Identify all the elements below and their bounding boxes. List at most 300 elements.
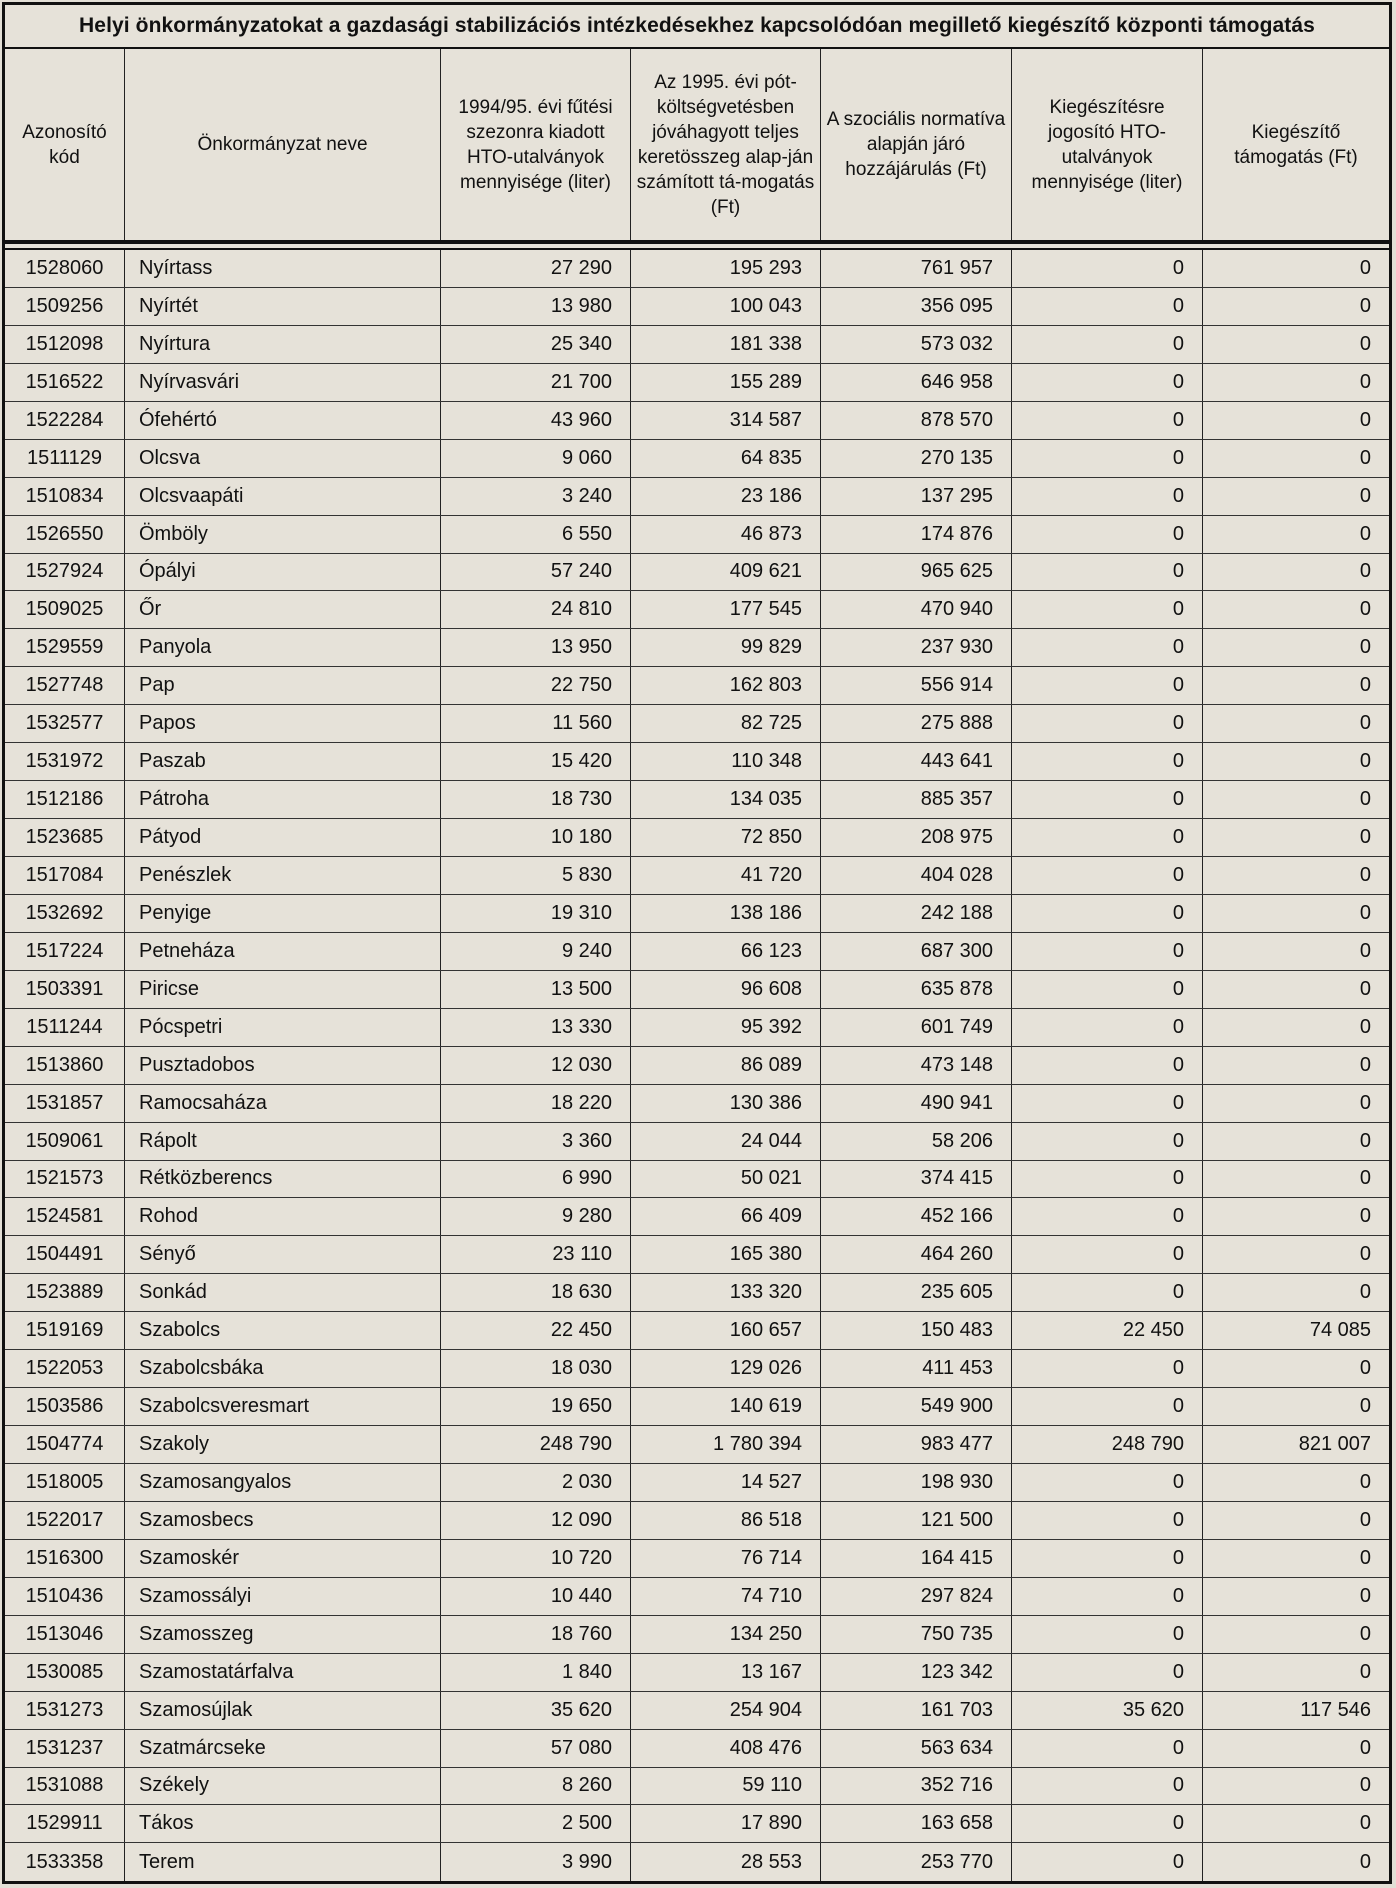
- cell-social-contribution: 58 206: [821, 1123, 1012, 1160]
- cell-name: Tákos: [125, 1805, 441, 1842]
- cell-eligible-hto: 0: [1012, 1161, 1203, 1198]
- cell-supplementary-support: 0: [1359, 1015, 1371, 1038]
- cell-budget-support: 59 110: [631, 1768, 821, 1805]
- cell-supplementary-support: 0: [1359, 1508, 1371, 1531]
- cell-code: 1532692: [5, 895, 125, 932]
- table-row: [5, 1236, 1389, 1274]
- cell-code: 1509025: [5, 591, 125, 628]
- cell-name: Petneháza: [125, 933, 441, 970]
- cell-social-contribution: 163 658: [821, 1805, 1012, 1842]
- table-row: [5, 781, 1389, 819]
- cell-eligible-hto: 35 620: [1012, 1692, 1203, 1729]
- cell-social-contribution: 443 641: [821, 743, 1012, 780]
- cell-name: Szamostatárfalva: [125, 1654, 441, 1691]
- column-header-hto-quantity: 1994/95. évi fűtési szezonra kiadott HTO-utalványok mennyisége (liter): [441, 49, 631, 240]
- cell-budget-support: 66 409: [631, 1198, 821, 1235]
- cell-eligible-hto: 0: [1012, 1654, 1203, 1691]
- cell-name: Sonkád: [125, 1274, 441, 1311]
- cell-social-contribution: 150 483: [821, 1312, 1012, 1349]
- cell-code: 1510436: [5, 1578, 125, 1615]
- cell-eligible-hto: 0: [1012, 1768, 1203, 1805]
- cell-hto-quantity: 13 980: [441, 288, 631, 325]
- cell-eligible-hto: 0: [1012, 1047, 1203, 1084]
- cell-hto-quantity: 9 240: [441, 933, 631, 970]
- cell-name: Nyírtura: [125, 326, 441, 363]
- cell-code: 1521573: [5, 1161, 125, 1198]
- cell-hto-quantity: 3 360: [441, 1123, 631, 1160]
- cell-code: 1523889: [5, 1274, 125, 1311]
- cell-eligible-hto: 0: [1012, 1540, 1203, 1577]
- cell-name: Szamosangyalos: [125, 1464, 441, 1501]
- cell-code: 1516522: [5, 364, 125, 401]
- cell-hto-quantity: 8 260: [441, 1768, 631, 1805]
- cell-social-contribution: 563 634: [821, 1730, 1012, 1767]
- cell-name: Rétközberencs: [125, 1161, 441, 1198]
- cell-name: Pusztadobos: [125, 1047, 441, 1084]
- cell-budget-support: 50 021: [631, 1161, 821, 1198]
- table-row: [5, 1502, 1389, 1540]
- cell-budget-support: 86 089: [631, 1047, 821, 1084]
- cell-eligible-hto: 0: [1012, 629, 1203, 666]
- cell-social-contribution: 123 342: [821, 1654, 1012, 1691]
- cell-supplementary-support: 0: [1359, 1053, 1371, 1076]
- table-row: [5, 1274, 1389, 1312]
- cell-eligible-hto: 0: [1012, 554, 1203, 591]
- cell-code: 1512098: [5, 326, 125, 363]
- cell-eligible-hto: 0: [1012, 1502, 1203, 1539]
- cell-code: 1511244: [5, 1009, 125, 1046]
- cell-hto-quantity: 2 500: [441, 1805, 631, 1842]
- cell-name: Szatmárcseke: [125, 1730, 441, 1767]
- cell-hto-quantity: 15 420: [441, 743, 631, 780]
- cell-budget-support: 13 167: [631, 1654, 821, 1691]
- cell-social-contribution: 404 028: [821, 857, 1012, 894]
- cell-budget-support: 46 873: [631, 516, 821, 553]
- table-row: [5, 1047, 1389, 1085]
- cell-code: 1504774: [5, 1426, 125, 1463]
- table-row: [5, 1009, 1389, 1047]
- cell-eligible-hto: 0: [1012, 1616, 1203, 1653]
- cell-budget-support: 129 026: [631, 1350, 821, 1387]
- cell-hto-quantity: 19 650: [441, 1388, 631, 1425]
- table-row: [5, 1768, 1389, 1806]
- cell-budget-support: 100 043: [631, 288, 821, 325]
- cell-eligible-hto: 0: [1012, 933, 1203, 970]
- cell-hto-quantity: 18 630: [441, 1274, 631, 1311]
- cell-social-contribution: 464 260: [821, 1236, 1012, 1273]
- cell-supplementary-support: 117 546: [1300, 1698, 1371, 1721]
- cell-eligible-hto: 0: [1012, 1274, 1203, 1311]
- cell-code: 1531857: [5, 1085, 125, 1122]
- cell-social-contribution: 275 888: [821, 705, 1012, 742]
- cell-social-contribution: 750 735: [821, 1616, 1012, 1653]
- table-row: [5, 1426, 1389, 1464]
- cell-eligible-hto: 0: [1012, 440, 1203, 477]
- cell-eligible-hto: 0: [1012, 591, 1203, 628]
- cell-name: Szabolcsbáka: [125, 1350, 441, 1387]
- cell-hto-quantity: 25 340: [441, 326, 631, 363]
- cell-supplementary-support: 0: [1359, 1243, 1371, 1266]
- cell-supplementary-support: 0: [1359, 674, 1371, 697]
- cell-name: Panyola: [125, 629, 441, 666]
- cell-eligible-hto: 0: [1012, 971, 1203, 1008]
- cell-social-contribution: 573 032: [821, 326, 1012, 363]
- table-row: [5, 895, 1389, 933]
- cell-supplementary-support: 0: [1359, 1546, 1371, 1569]
- cell-hto-quantity: 21 700: [441, 364, 631, 401]
- cell-name: Ömböly: [125, 516, 441, 553]
- column-header-supplementary-support: Kiegészítő támogatás (Ft): [1234, 121, 1358, 168]
- cell-budget-support: 140 619: [631, 1388, 821, 1425]
- cell-hto-quantity: 12 030: [441, 1047, 631, 1084]
- cell-eligible-hto: 0: [1012, 516, 1203, 553]
- cell-code: 1518005: [5, 1464, 125, 1501]
- cell-hto-quantity: 18 030: [441, 1350, 631, 1387]
- cell-supplementary-support: 0: [1359, 901, 1371, 924]
- cell-code: 1531972: [5, 743, 125, 780]
- cell-eligible-hto: 0: [1012, 1388, 1203, 1425]
- cell-hto-quantity: 18 730: [441, 781, 631, 818]
- cell-name: Paszab: [125, 743, 441, 780]
- cell-name: Ópályi: [125, 554, 441, 591]
- table-row: [5, 478, 1389, 516]
- cell-code: 1522053: [5, 1350, 125, 1387]
- cell-supplementary-support: 0: [1359, 1812, 1371, 1835]
- cell-social-contribution: 452 166: [821, 1198, 1012, 1235]
- cell-eligible-hto: 0: [1012, 1578, 1203, 1615]
- cell-name: Sényő: [125, 1236, 441, 1273]
- cell-hto-quantity: 10 720: [441, 1540, 631, 1577]
- cell-budget-support: 254 904: [631, 1692, 821, 1729]
- cell-code: 1533358: [5, 1843, 125, 1881]
- cell-code: 1517224: [5, 933, 125, 970]
- column-header-budget-support: Az 1995. évi pót-költségvetésben jóváhagyott teljes keretösszeg alap-ján számított tá-mogatás (Ft): [631, 49, 821, 240]
- cell-social-contribution: 174 876: [821, 516, 1012, 553]
- cell-social-contribution: 374 415: [821, 1161, 1012, 1198]
- cell-budget-support: 17 890: [631, 1805, 821, 1842]
- cell-budget-support: 181 338: [631, 326, 821, 363]
- cell-budget-support: 14 527: [631, 1464, 821, 1501]
- table-row: [5, 1540, 1389, 1578]
- cell-code: 1504491: [5, 1236, 125, 1273]
- cell-code: 1531237: [5, 1730, 125, 1767]
- cell-social-contribution: 352 716: [821, 1768, 1012, 1805]
- cell-social-contribution: 198 930: [821, 1464, 1012, 1501]
- cell-budget-support: 133 320: [631, 1274, 821, 1311]
- cell-social-contribution: 549 900: [821, 1388, 1012, 1425]
- cell-social-contribution: 270 135: [821, 440, 1012, 477]
- cell-supplementary-support: 0: [1359, 863, 1371, 886]
- cell-social-contribution: 965 625: [821, 554, 1012, 591]
- cell-supplementary-support: 821 007: [1298, 1433, 1371, 1456]
- table-row: [5, 857, 1389, 895]
- cell-social-contribution: 470 940: [821, 591, 1012, 628]
- cell-hto-quantity: 18 220: [441, 1085, 631, 1122]
- cell-supplementary-support: 0: [1359, 712, 1371, 735]
- cell-social-contribution: 161 703: [821, 1692, 1012, 1729]
- cell-eligible-hto: 0: [1012, 1085, 1203, 1122]
- cell-name: Rápolt: [125, 1123, 441, 1160]
- table-row: [5, 1730, 1389, 1768]
- cell-supplementary-support: 0: [1359, 1357, 1371, 1380]
- cell-eligible-hto: 0: [1012, 288, 1203, 325]
- cell-name: Szamosújlak: [125, 1692, 441, 1729]
- cell-social-contribution: 761 957: [821, 250, 1012, 287]
- cell-budget-support: 110 348: [631, 743, 821, 780]
- cell-code: 1526550: [5, 516, 125, 553]
- cell-code: 1530085: [5, 1654, 125, 1691]
- cell-name: Szabolcs: [125, 1312, 441, 1349]
- cell-supplementary-support: 0: [1359, 370, 1371, 393]
- table-row: [5, 1692, 1389, 1730]
- cell-budget-support: 24 044: [631, 1123, 821, 1160]
- cell-code: 1529911: [5, 1805, 125, 1842]
- cell-eligible-hto: 0: [1012, 326, 1203, 363]
- cell-budget-support: 64 835: [631, 440, 821, 477]
- cell-budget-support: 96 608: [631, 971, 821, 1008]
- cell-eligible-hto: 22 450: [1012, 1312, 1203, 1349]
- cell-hto-quantity: 24 810: [441, 591, 631, 628]
- cell-supplementary-support: 0: [1359, 1205, 1371, 1228]
- cell-supplementary-support: 0: [1359, 522, 1371, 545]
- cell-name: Ófehértó: [125, 402, 441, 439]
- cell-code: 1510834: [5, 478, 125, 515]
- table-row: [5, 667, 1389, 705]
- cell-code: 1531273: [5, 1692, 125, 1729]
- cell-supplementary-support: 0: [1359, 256, 1371, 279]
- cell-name: Őr: [125, 591, 441, 628]
- cell-social-contribution: 137 295: [821, 478, 1012, 515]
- cell-hto-quantity: 22 450: [441, 1312, 631, 1349]
- cell-eligible-hto: 0: [1012, 1805, 1203, 1842]
- cell-name: Székely: [125, 1768, 441, 1805]
- cell-supplementary-support: 0: [1359, 750, 1371, 773]
- table-row: [5, 516, 1389, 554]
- cell-code: 1527748: [5, 667, 125, 704]
- cell-name: Rohod: [125, 1198, 441, 1235]
- cell-social-contribution: 242 188: [821, 895, 1012, 932]
- cell-hto-quantity: 43 960: [441, 402, 631, 439]
- table-row: [5, 1805, 1389, 1843]
- table-row: [5, 1616, 1389, 1654]
- cell-social-contribution: 601 749: [821, 1009, 1012, 1046]
- column-header-eligible-hto: Kiegészítésre jogosító HTO-utalványok mennyisége (liter): [1012, 49, 1203, 240]
- table-row: [5, 326, 1389, 364]
- table-row: [5, 819, 1389, 857]
- table-row: [5, 591, 1389, 629]
- cell-social-contribution: 237 930: [821, 629, 1012, 666]
- table-row: [5, 1388, 1389, 1426]
- cell-name: Olcsvaapáti: [125, 478, 441, 515]
- page-title: Helyi önkormányzatokat a gazdasági stabilizációs intézkedésekhez kapcsolódóan megillető kiegészítő központi támogatás: [5, 5, 1389, 49]
- cell-social-contribution: 411 453: [821, 1350, 1012, 1387]
- cell-hto-quantity: 1 840: [441, 1654, 631, 1691]
- cell-eligible-hto: 0: [1012, 478, 1203, 515]
- cell-code: 1503391: [5, 971, 125, 1008]
- cell-supplementary-support: 0: [1359, 1850, 1371, 1873]
- table-row: [5, 402, 1389, 440]
- table-row: [5, 743, 1389, 781]
- cell-eligible-hto: 0: [1012, 1843, 1203, 1881]
- cell-name: Szamosbecs: [125, 1502, 441, 1539]
- cell-budget-support: 41 720: [631, 857, 821, 894]
- table-row: [5, 554, 1389, 592]
- cell-code: 1516300: [5, 1540, 125, 1577]
- cell-budget-support: 82 725: [631, 705, 821, 742]
- document-page: [2, 2, 1392, 1884]
- cell-name: Pócspetri: [125, 1009, 441, 1046]
- table-row: [5, 1198, 1389, 1236]
- cell-name: Piricse: [125, 971, 441, 1008]
- cell-eligible-hto: 0: [1012, 781, 1203, 818]
- cell-eligible-hto: 0: [1012, 667, 1203, 704]
- cell-name: Nyírtass: [125, 250, 441, 287]
- cell-code: 1509256: [5, 288, 125, 325]
- cell-hto-quantity: 11 560: [441, 705, 631, 742]
- table-body: [5, 250, 1389, 1881]
- cell-code: 1517084: [5, 857, 125, 894]
- cell-eligible-hto: 0: [1012, 402, 1203, 439]
- cell-budget-support: 86 518: [631, 1502, 821, 1539]
- cell-hto-quantity: 19 310: [441, 895, 631, 932]
- column-header-code: Azonosító kód: [5, 49, 125, 240]
- cell-eligible-hto: 0: [1012, 819, 1203, 856]
- cell-name: Olcsva: [125, 440, 441, 477]
- cell-hto-quantity: 9 280: [441, 1198, 631, 1235]
- cell-eligible-hto: 0: [1012, 743, 1203, 780]
- cell-code: 1512186: [5, 781, 125, 818]
- table-row: [5, 1654, 1389, 1692]
- cell-code: 1528060: [5, 250, 125, 287]
- cell-code: 1511129: [5, 440, 125, 477]
- cell-eligible-hto: 0: [1012, 895, 1203, 932]
- cell-code: 1523685: [5, 819, 125, 856]
- cell-budget-support: 195 293: [631, 250, 821, 287]
- cell-hto-quantity: 6 990: [441, 1161, 631, 1198]
- column-header-social-contribution: A szociális normatíva alapján járó hozzájárulás (Ft): [821, 49, 1012, 240]
- cell-supplementary-support: 0: [1359, 598, 1371, 621]
- cell-hto-quantity: 23 110: [441, 1236, 631, 1273]
- cell-hto-quantity: 12 090: [441, 1502, 631, 1539]
- cell-supplementary-support: 0: [1359, 1622, 1371, 1645]
- cell-budget-support: 134 250: [631, 1616, 821, 1653]
- cell-supplementary-support: 0: [1359, 1736, 1371, 1759]
- table-row: [5, 250, 1389, 288]
- cell-budget-support: 165 380: [631, 1236, 821, 1273]
- cell-name: Nyírvasvári: [125, 364, 441, 401]
- cell-supplementary-support: 0: [1359, 1129, 1371, 1152]
- cell-hto-quantity: 6 550: [441, 516, 631, 553]
- cell-social-contribution: 164 415: [821, 1540, 1012, 1577]
- cell-hto-quantity: 13 950: [441, 629, 631, 666]
- cell-code: 1529559: [5, 629, 125, 666]
- table-row: [5, 288, 1389, 326]
- table-row: [5, 1312, 1389, 1350]
- cell-code: 1522284: [5, 402, 125, 439]
- table-row: [5, 1123, 1389, 1161]
- cell-eligible-hto: 0: [1012, 1123, 1203, 1160]
- cell-code: 1513046: [5, 1616, 125, 1653]
- cell-code: 1524581: [5, 1198, 125, 1235]
- cell-budget-support: 99 829: [631, 629, 821, 666]
- cell-budget-support: 314 587: [631, 402, 821, 439]
- cell-social-contribution: 556 914: [821, 667, 1012, 704]
- cell-supplementary-support: 0: [1359, 484, 1371, 507]
- table-header: [5, 49, 1389, 244]
- cell-budget-support: 409 621: [631, 554, 821, 591]
- cell-supplementary-support: 0: [1359, 560, 1371, 583]
- cell-eligible-hto: 0: [1012, 705, 1203, 742]
- cell-social-contribution: 235 605: [821, 1274, 1012, 1311]
- cell-name: Szamossályi: [125, 1578, 441, 1615]
- cell-name: Szamoskér: [125, 1540, 441, 1577]
- table-row: [5, 629, 1389, 667]
- cell-hto-quantity: 27 290: [441, 250, 631, 287]
- cell-social-contribution: 687 300: [821, 933, 1012, 970]
- cell-supplementary-support: 74 085: [1309, 1319, 1371, 1342]
- cell-hto-quantity: 35 620: [441, 1692, 631, 1729]
- cell-budget-support: 28 553: [631, 1843, 821, 1881]
- cell-social-contribution: 356 095: [821, 288, 1012, 325]
- cell-budget-support: 95 392: [631, 1009, 821, 1046]
- cell-supplementary-support: 0: [1359, 294, 1371, 317]
- cell-code: 1519169: [5, 1312, 125, 1349]
- cell-name: Nyírtét: [125, 288, 441, 325]
- cell-hto-quantity: 9 060: [441, 440, 631, 477]
- cell-code: 1513860: [5, 1047, 125, 1084]
- cell-social-contribution: 885 357: [821, 781, 1012, 818]
- cell-name: Pátyod: [125, 819, 441, 856]
- cell-eligible-hto: 248 790: [1012, 1426, 1203, 1463]
- cell-supplementary-support: 0: [1359, 1774, 1371, 1797]
- cell-budget-support: 74 710: [631, 1578, 821, 1615]
- cell-hto-quantity: 13 500: [441, 971, 631, 1008]
- cell-budget-support: 76 714: [631, 1540, 821, 1577]
- cell-code: 1527924: [5, 554, 125, 591]
- cell-name: Szamosszeg: [125, 1616, 441, 1653]
- cell-hto-quantity: 3 240: [441, 478, 631, 515]
- cell-name: Szabolcsveresmart: [125, 1388, 441, 1425]
- cell-budget-support: 130 386: [631, 1085, 821, 1122]
- table-row: [5, 971, 1389, 1009]
- cell-hto-quantity: 10 440: [441, 1578, 631, 1615]
- cell-social-contribution: 253 770: [821, 1843, 1012, 1881]
- cell-eligible-hto: 0: [1012, 1009, 1203, 1046]
- cell-supplementary-support: 0: [1359, 1281, 1371, 1304]
- table-row: [5, 1464, 1389, 1502]
- cell-budget-support: 155 289: [631, 364, 821, 401]
- cell-budget-support: 72 850: [631, 819, 821, 856]
- cell-budget-support: 1 780 394: [631, 1426, 821, 1463]
- cell-supplementary-support: 0: [1359, 826, 1371, 849]
- cell-hto-quantity: 5 830: [441, 857, 631, 894]
- cell-social-contribution: 635 878: [821, 971, 1012, 1008]
- cell-code: 1509061: [5, 1123, 125, 1160]
- cell-hto-quantity: 10 180: [441, 819, 631, 856]
- cell-budget-support: 177 545: [631, 591, 821, 628]
- cell-name: Terem: [125, 1843, 441, 1881]
- cell-eligible-hto: 0: [1012, 1198, 1203, 1235]
- cell-code: 1503586: [5, 1388, 125, 1425]
- table-row: [5, 1161, 1389, 1199]
- cell-eligible-hto: 0: [1012, 1236, 1203, 1273]
- cell-social-contribution: 983 477: [821, 1426, 1012, 1463]
- cell-eligible-hto: 0: [1012, 857, 1203, 894]
- cell-supplementary-support: 0: [1359, 1584, 1371, 1607]
- cell-eligible-hto: 0: [1012, 250, 1203, 287]
- table-row: [5, 1578, 1389, 1616]
- cell-supplementary-support: 0: [1359, 636, 1371, 659]
